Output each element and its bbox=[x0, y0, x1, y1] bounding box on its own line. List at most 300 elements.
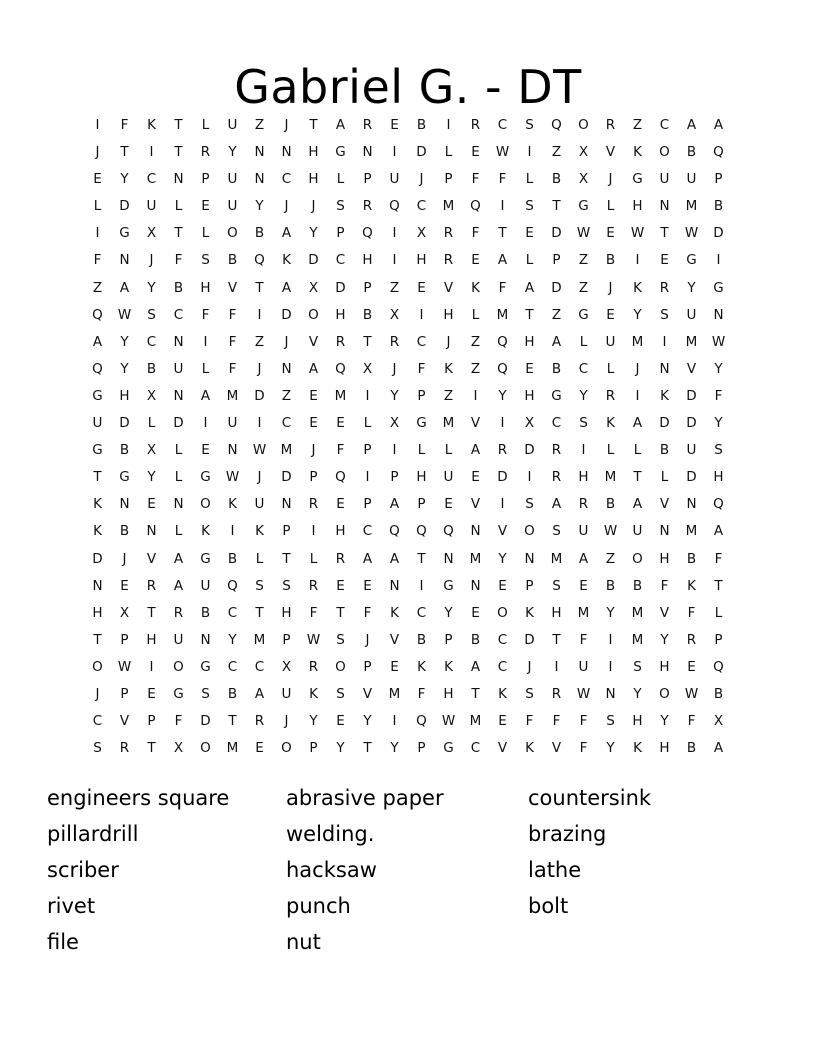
grid-cell[interactable]: Y bbox=[147, 469, 156, 486]
grid-cell[interactable]: Z bbox=[443, 387, 454, 404]
grid-cell[interactable]: I bbox=[500, 415, 505, 432]
grid-cell[interactable]: X bbox=[389, 415, 400, 432]
grid-cell[interactable]: J bbox=[311, 442, 316, 459]
grid-cell[interactable]: E bbox=[444, 496, 453, 513]
grid-cell[interactable]: S bbox=[525, 198, 534, 215]
grid-cell[interactable]: W bbox=[576, 685, 591, 702]
grid-cell[interactable]: H bbox=[308, 144, 319, 161]
grid-cell[interactable]: L bbox=[201, 360, 210, 377]
grid-cell[interactable]: Q bbox=[416, 713, 427, 730]
grid-cell[interactable]: Q bbox=[92, 306, 103, 323]
grid-cell[interactable]: W bbox=[576, 225, 591, 242]
grid-cell[interactable]: T bbox=[255, 279, 264, 296]
grid-cell[interactable]: O bbox=[227, 225, 238, 242]
grid-cell[interactable]: R bbox=[551, 469, 562, 486]
grid-cell[interactable]: D bbox=[659, 415, 670, 432]
grid-cell[interactable]: E bbox=[579, 577, 588, 594]
grid-cell[interactable]: R bbox=[200, 144, 211, 161]
grid-cell[interactable]: J bbox=[149, 252, 154, 269]
grid-cell[interactable]: W bbox=[306, 631, 321, 648]
grid-cell[interactable]: Y bbox=[633, 306, 642, 323]
grid-cell[interactable]: N bbox=[254, 171, 265, 188]
grid-cell[interactable]: G bbox=[686, 252, 697, 269]
grid-cell[interactable]: Q bbox=[389, 523, 400, 540]
grid-cell[interactable]: S bbox=[525, 685, 534, 702]
grid-cell[interactable]: G bbox=[335, 144, 346, 161]
grid-cell[interactable]: Q bbox=[389, 198, 400, 215]
grid-cell[interactable]: C bbox=[497, 631, 508, 648]
grid-cell[interactable]: N bbox=[227, 442, 238, 459]
grid-cell[interactable]: V bbox=[146, 550, 157, 567]
grid-cell[interactable]: G bbox=[92, 442, 103, 459]
grid-cell[interactable]: P bbox=[282, 631, 291, 648]
grid-cell[interactable]: S bbox=[579, 415, 588, 432]
grid-cell[interactable]: R bbox=[308, 658, 319, 675]
grid-cell[interactable]: I bbox=[635, 387, 640, 404]
grid-cell[interactable]: M bbox=[631, 604, 644, 621]
word-list-item[interactable]: scriber bbox=[47, 858, 119, 882]
grid-cell[interactable]: J bbox=[257, 360, 262, 377]
grid-cell[interactable]: E bbox=[201, 442, 210, 459]
grid-cell[interactable]: K bbox=[228, 496, 237, 513]
grid-cell[interactable]: J bbox=[527, 658, 532, 675]
grid-cell[interactable]: R bbox=[605, 117, 616, 133]
grid-cell[interactable]: Y bbox=[498, 387, 507, 404]
grid-cell[interactable]: I bbox=[635, 252, 640, 269]
grid-cell[interactable]: D bbox=[686, 415, 697, 432]
grid-cell[interactable]: E bbox=[309, 387, 318, 404]
grid-cell[interactable]: R bbox=[605, 387, 616, 404]
grid-cell[interactable]: T bbox=[363, 333, 372, 350]
grid-cell[interactable]: J bbox=[635, 360, 640, 377]
grid-cell[interactable]: X bbox=[308, 279, 319, 296]
grid-cell[interactable]: L bbox=[174, 442, 183, 459]
grid-cell[interactable]: H bbox=[146, 631, 157, 648]
grid-cell[interactable]: L bbox=[147, 415, 156, 432]
grid-cell[interactable]: D bbox=[308, 252, 319, 269]
grid-cell[interactable]: M bbox=[550, 550, 563, 567]
grid-cell[interactable]: O bbox=[92, 658, 103, 675]
grid-cell[interactable]: L bbox=[444, 144, 453, 161]
grid-cell[interactable]: J bbox=[446, 333, 451, 350]
grid-cell[interactable]: H bbox=[281, 604, 292, 621]
grid-cell[interactable]: N bbox=[686, 496, 697, 513]
grid-cell[interactable]: C bbox=[497, 117, 508, 133]
grid-cell[interactable]: B bbox=[119, 442, 130, 459]
grid-cell[interactable]: M bbox=[496, 306, 509, 323]
grid-cell[interactable]: E bbox=[471, 252, 480, 269]
grid-cell[interactable]: E bbox=[336, 577, 345, 594]
grid-cell[interactable]: I bbox=[257, 306, 262, 323]
grid-cell[interactable]: A bbox=[470, 658, 481, 675]
grid-cell[interactable]: L bbox=[174, 198, 183, 215]
grid-cell[interactable]: S bbox=[255, 577, 264, 594]
grid-cell[interactable]: D bbox=[551, 225, 562, 242]
grid-cell[interactable]: Z bbox=[605, 550, 616, 567]
grid-cell[interactable]: R bbox=[389, 333, 400, 350]
grid-cell[interactable]: V bbox=[551, 740, 562, 757]
grid-cell[interactable]: H bbox=[119, 387, 130, 404]
grid-cell[interactable]: A bbox=[335, 117, 346, 133]
grid-cell[interactable]: Z bbox=[470, 360, 481, 377]
grid-cell[interactable]: N bbox=[119, 252, 130, 269]
word-list-item[interactable]: nut bbox=[286, 930, 321, 954]
grid-cell[interactable]: T bbox=[714, 577, 723, 594]
grid-cell[interactable]: Q bbox=[551, 117, 562, 133]
grid-cell[interactable]: D bbox=[686, 387, 697, 404]
grid-cell[interactable]: F bbox=[174, 252, 183, 269]
grid-cell[interactable]: Q bbox=[443, 523, 454, 540]
grid-cell[interactable]: O bbox=[335, 658, 346, 675]
grid-cell[interactable]: S bbox=[606, 713, 615, 730]
grid-cell[interactable]: F bbox=[579, 631, 588, 648]
grid-cell[interactable]: G bbox=[200, 658, 211, 675]
grid-cell[interactable]: L bbox=[255, 550, 264, 567]
grid-cell[interactable]: P bbox=[552, 252, 561, 269]
grid-cell[interactable]: E bbox=[390, 117, 399, 133]
grid-cell[interactable]: Y bbox=[444, 604, 453, 621]
grid-cell[interactable]: V bbox=[497, 740, 508, 757]
grid-cell[interactable]: O bbox=[173, 658, 184, 675]
grid-cell[interactable]: M bbox=[469, 550, 482, 567]
grid-cell[interactable]: Z bbox=[632, 117, 643, 133]
grid-cell[interactable]: E bbox=[93, 171, 102, 188]
grid-cell[interactable]: Q bbox=[416, 523, 427, 540]
grid-cell[interactable]: H bbox=[443, 306, 454, 323]
grid-cell[interactable]: F bbox=[714, 550, 723, 567]
grid-cell[interactable]: F bbox=[498, 279, 507, 296]
grid-cell[interactable]: R bbox=[119, 740, 130, 757]
grid-cell[interactable]: D bbox=[524, 442, 535, 459]
grid-cell[interactable]: K bbox=[687, 577, 696, 594]
grid-cell[interactable]: I bbox=[203, 415, 208, 432]
grid-cell[interactable]: L bbox=[579, 333, 588, 350]
grid-cell[interactable]: K bbox=[660, 387, 669, 404]
grid-cell[interactable]: U bbox=[227, 171, 238, 188]
grid-cell[interactable]: W bbox=[441, 713, 456, 730]
grid-cell[interactable]: P bbox=[714, 171, 723, 188]
grid-cell[interactable]: P bbox=[417, 387, 426, 404]
grid-cell[interactable]: U bbox=[632, 523, 643, 540]
word-list-item[interactable]: welding. bbox=[286, 822, 375, 846]
grid-cell[interactable]: L bbox=[201, 225, 210, 242]
grid-cell[interactable]: C bbox=[227, 604, 238, 621]
grid-cell[interactable]: L bbox=[633, 442, 642, 459]
grid-cell[interactable]: B bbox=[713, 685, 724, 702]
grid-cell[interactable]: Y bbox=[120, 171, 129, 188]
grid-cell[interactable]: D bbox=[119, 198, 130, 215]
grid-cell[interactable]: D bbox=[524, 631, 535, 648]
grid-cell[interactable]: N bbox=[173, 171, 184, 188]
grid-cell[interactable]: N bbox=[659, 523, 670, 540]
grid-cell[interactable]: S bbox=[201, 685, 210, 702]
grid-cell[interactable]: J bbox=[419, 171, 424, 188]
grid-cell[interactable]: R bbox=[308, 496, 319, 513]
grid-cell[interactable]: A bbox=[389, 550, 400, 567]
grid-cell[interactable]: A bbox=[173, 550, 184, 567]
grid-cell[interactable]: F bbox=[228, 333, 237, 350]
grid-cell[interactable]: I bbox=[392, 442, 397, 459]
grid-cell[interactable]: A bbox=[713, 117, 724, 133]
grid-cell[interactable]: F bbox=[309, 604, 318, 621]
grid-cell[interactable]: B bbox=[227, 685, 238, 702]
grid-cell[interactable]: V bbox=[605, 144, 616, 161]
grid-cell[interactable]: A bbox=[389, 496, 400, 513]
grid-cell[interactable]: B bbox=[551, 171, 562, 188]
grid-cell[interactable]: Y bbox=[336, 740, 345, 757]
grid-cell[interactable]: S bbox=[201, 252, 210, 269]
grid-cell[interactable]: M bbox=[388, 685, 401, 702]
grid-cell[interactable]: N bbox=[281, 496, 292, 513]
grid-cell[interactable]: X bbox=[281, 658, 292, 675]
grid-cell[interactable]: Q bbox=[713, 144, 724, 161]
grid-cell[interactable]: H bbox=[578, 469, 589, 486]
grid-cell[interactable]: X bbox=[119, 604, 130, 621]
grid-cell[interactable]: Y bbox=[255, 198, 264, 215]
grid-cell[interactable]: A bbox=[686, 117, 697, 133]
grid-cell[interactable]: R bbox=[146, 577, 157, 594]
grid-cell[interactable]: N bbox=[470, 577, 481, 594]
grid-cell[interactable]: C bbox=[335, 252, 346, 269]
grid-cell[interactable]: T bbox=[417, 550, 426, 567]
grid-cell[interactable]: J bbox=[365, 631, 370, 648]
grid-cell[interactable]: A bbox=[578, 550, 589, 567]
grid-cell[interactable]: E bbox=[309, 415, 318, 432]
grid-cell[interactable]: I bbox=[230, 523, 235, 540]
grid-cell[interactable]: E bbox=[471, 144, 480, 161]
grid-cell[interactable]: D bbox=[281, 306, 292, 323]
grid-cell[interactable]: I bbox=[527, 144, 532, 161]
grid-cell[interactable]: B bbox=[173, 279, 184, 296]
grid-cell[interactable]: K bbox=[390, 604, 399, 621]
grid-cell[interactable]: S bbox=[282, 577, 291, 594]
grid-cell[interactable]: W bbox=[252, 442, 267, 459]
grid-cell[interactable]: I bbox=[203, 333, 208, 350]
grid-cell[interactable]: A bbox=[173, 577, 184, 594]
word-search-grid[interactable] bbox=[84, 112, 732, 762]
grid-cell[interactable]: R bbox=[362, 198, 373, 215]
grid-cell[interactable]: B bbox=[686, 550, 697, 567]
grid-cell[interactable]: D bbox=[416, 144, 427, 161]
grid-cell[interactable]: L bbox=[363, 415, 372, 432]
grid-cell[interactable]: X bbox=[713, 713, 724, 730]
grid-cell[interactable]: J bbox=[608, 171, 613, 188]
grid-cell[interactable]: R bbox=[173, 604, 184, 621]
grid-cell[interactable]: U bbox=[443, 469, 454, 486]
grid-cell[interactable]: K bbox=[606, 415, 615, 432]
grid-cell[interactable]: Q bbox=[92, 360, 103, 377]
grid-cell[interactable]: D bbox=[335, 279, 346, 296]
grid-cell[interactable]: B bbox=[605, 577, 616, 594]
grid-cell[interactable]: N bbox=[713, 306, 724, 323]
grid-cell[interactable]: V bbox=[362, 685, 373, 702]
grid-cell[interactable]: B bbox=[551, 360, 562, 377]
grid-cell[interactable]: X bbox=[524, 415, 535, 432]
grid-cell[interactable]: A bbox=[632, 496, 643, 513]
grid-cell[interactable]: J bbox=[122, 550, 127, 567]
grid-cell[interactable]: H bbox=[713, 469, 724, 486]
grid-cell[interactable]: N bbox=[524, 550, 535, 567]
grid-cell[interactable]: Y bbox=[579, 387, 588, 404]
grid-cell[interactable]: D bbox=[254, 387, 265, 404]
grid-cell[interactable]: T bbox=[471, 685, 480, 702]
grid-cell[interactable]: U bbox=[173, 360, 184, 377]
grid-cell[interactable]: V bbox=[497, 523, 508, 540]
grid-cell[interactable]: E bbox=[660, 252, 669, 269]
grid-cell[interactable]: M bbox=[226, 740, 239, 757]
grid-cell[interactable]: W bbox=[684, 685, 699, 702]
grid-cell[interactable]: A bbox=[308, 360, 319, 377]
grid-cell[interactable]: P bbox=[282, 523, 291, 540]
grid-cell[interactable]: J bbox=[284, 713, 289, 730]
grid-cell[interactable]: F bbox=[660, 577, 669, 594]
grid-cell[interactable]: I bbox=[419, 306, 424, 323]
grid-cell[interactable]: U bbox=[659, 171, 670, 188]
grid-cell[interactable]: S bbox=[525, 496, 534, 513]
grid-cell[interactable]: G bbox=[119, 469, 130, 486]
word-list-item[interactable]: pillardrill bbox=[47, 822, 139, 846]
grid-cell[interactable]: O bbox=[200, 496, 211, 513]
grid-cell[interactable]: G bbox=[200, 550, 211, 567]
grid-cell[interactable]: V bbox=[470, 415, 481, 432]
grid-cell[interactable]: T bbox=[363, 740, 372, 757]
grid-cell[interactable]: B bbox=[416, 117, 427, 133]
grid-cell[interactable]: C bbox=[146, 333, 157, 350]
grid-cell[interactable]: M bbox=[442, 198, 455, 215]
grid-cell[interactable]: X bbox=[146, 442, 157, 459]
grid-cell[interactable]: K bbox=[282, 252, 291, 269]
grid-cell[interactable]: K bbox=[633, 279, 642, 296]
grid-cell[interactable]: Y bbox=[390, 740, 399, 757]
grid-cell[interactable]: A bbox=[254, 685, 265, 702]
grid-cell[interactable]: G bbox=[578, 306, 589, 323]
grid-cell[interactable]: W bbox=[630, 225, 645, 242]
grid-cell[interactable]: C bbox=[470, 740, 481, 757]
grid-cell[interactable]: J bbox=[284, 198, 289, 215]
grid-cell[interactable]: E bbox=[336, 713, 345, 730]
grid-cell[interactable]: B bbox=[200, 604, 211, 621]
grid-cell[interactable]: I bbox=[392, 713, 397, 730]
word-list-item[interactable]: countersink bbox=[528, 786, 652, 810]
grid-cell[interactable]: G bbox=[632, 171, 643, 188]
grid-cell[interactable]: L bbox=[336, 171, 345, 188]
grid-cell[interactable]: C bbox=[227, 658, 238, 675]
grid-cell[interactable]: R bbox=[470, 117, 481, 133]
grid-cell[interactable]: X bbox=[362, 360, 373, 377]
grid-cell[interactable]: K bbox=[201, 523, 210, 540]
grid-cell[interactable]: D bbox=[497, 469, 508, 486]
grid-cell[interactable]: V bbox=[659, 496, 670, 513]
grid-cell[interactable]: Y bbox=[120, 360, 129, 377]
grid-cell[interactable]: E bbox=[120, 577, 129, 594]
grid-cell[interactable]: K bbox=[309, 685, 318, 702]
grid-cell[interactable]: J bbox=[95, 144, 100, 161]
grid-cell[interactable]: P bbox=[363, 658, 372, 675]
grid-cell[interactable]: A bbox=[281, 225, 292, 242]
grid-cell[interactable]: Z bbox=[281, 387, 292, 404]
grid-cell[interactable]: W bbox=[117, 306, 132, 323]
grid-cell[interactable]: I bbox=[365, 469, 370, 486]
grid-cell[interactable]: R bbox=[254, 713, 265, 730]
grid-cell[interactable]: H bbox=[659, 550, 670, 567]
grid-cell[interactable]: K bbox=[444, 360, 453, 377]
grid-cell[interactable]: F bbox=[417, 685, 426, 702]
grid-cell[interactable]: R bbox=[362, 117, 373, 133]
grid-cell[interactable]: S bbox=[525, 117, 534, 133]
grid-cell[interactable]: M bbox=[685, 523, 698, 540]
grid-cell[interactable]: F bbox=[228, 306, 237, 323]
grid-cell[interactable]: N bbox=[659, 198, 670, 215]
grid-cell[interactable]: Y bbox=[714, 415, 723, 432]
grid-cell[interactable]: Z bbox=[551, 306, 562, 323]
grid-cell[interactable]: I bbox=[95, 117, 100, 133]
grid-cell[interactable]: H bbox=[551, 604, 562, 621]
grid-cell[interactable]: F bbox=[579, 740, 588, 757]
grid-cell[interactable]: T bbox=[228, 713, 237, 730]
grid-cell[interactable]: X bbox=[146, 225, 157, 242]
grid-cell[interactable]: I bbox=[365, 387, 370, 404]
grid-cell[interactable]: N bbox=[362, 144, 373, 161]
grid-cell[interactable]: R bbox=[443, 225, 454, 242]
grid-cell[interactable]: P bbox=[363, 442, 372, 459]
grid-cell[interactable]: S bbox=[93, 740, 102, 757]
word-list-item[interactable]: punch bbox=[286, 894, 351, 918]
grid-cell[interactable]: I bbox=[149, 144, 154, 161]
grid-cell[interactable]: T bbox=[309, 117, 318, 133]
grid-cell[interactable]: V bbox=[119, 713, 130, 730]
grid-cell[interactable]: A bbox=[632, 415, 643, 432]
grid-cell[interactable]: H bbox=[416, 469, 427, 486]
grid-cell[interactable]: D bbox=[713, 225, 724, 242]
grid-cell[interactable]: X bbox=[389, 306, 400, 323]
grid-cell[interactable]: C bbox=[659, 117, 670, 133]
grid-cell[interactable]: X bbox=[416, 225, 427, 242]
grid-cell[interactable]: U bbox=[146, 198, 157, 215]
grid-cell[interactable]: S bbox=[147, 306, 156, 323]
grid-cell[interactable]: K bbox=[498, 685, 507, 702]
grid-cell[interactable]: H bbox=[335, 523, 346, 540]
grid-cell[interactable]: B bbox=[659, 442, 670, 459]
grid-cell[interactable]: Q bbox=[335, 360, 346, 377]
grid-cell[interactable]: A bbox=[551, 333, 562, 350]
grid-cell[interactable]: E bbox=[525, 360, 534, 377]
grid-cell[interactable]: K bbox=[471, 279, 480, 296]
grid-cell[interactable]: T bbox=[147, 604, 156, 621]
grid-cell[interactable]: M bbox=[469, 713, 482, 730]
grid-cell[interactable]: U bbox=[578, 658, 589, 675]
grid-cell[interactable]: H bbox=[524, 333, 535, 350]
grid-cell[interactable]: P bbox=[417, 740, 426, 757]
grid-cell[interactable]: E bbox=[255, 740, 264, 757]
grid-cell[interactable]: Z bbox=[254, 333, 265, 350]
word-list-item[interactable]: brazing bbox=[528, 822, 607, 846]
grid-cell[interactable]: U bbox=[605, 333, 616, 350]
grid-cell[interactable]: A bbox=[92, 333, 103, 350]
grid-cell[interactable]: P bbox=[525, 577, 534, 594]
grid-cell[interactable]: W bbox=[225, 469, 240, 486]
grid-cell[interactable]: E bbox=[147, 496, 156, 513]
grid-cell[interactable]: I bbox=[257, 415, 262, 432]
grid-cell[interactable]: G bbox=[713, 279, 724, 296]
grid-cell[interactable]: B bbox=[227, 252, 238, 269]
grid-cell[interactable]: U bbox=[281, 685, 292, 702]
grid-cell[interactable]: J bbox=[257, 469, 262, 486]
grid-cell[interactable]: L bbox=[714, 604, 723, 621]
grid-cell[interactable]: Y bbox=[498, 550, 507, 567]
grid-cell[interactable]: X bbox=[578, 144, 589, 161]
grid-cell[interactable]: S bbox=[714, 442, 723, 459]
grid-cell[interactable]: A bbox=[281, 279, 292, 296]
